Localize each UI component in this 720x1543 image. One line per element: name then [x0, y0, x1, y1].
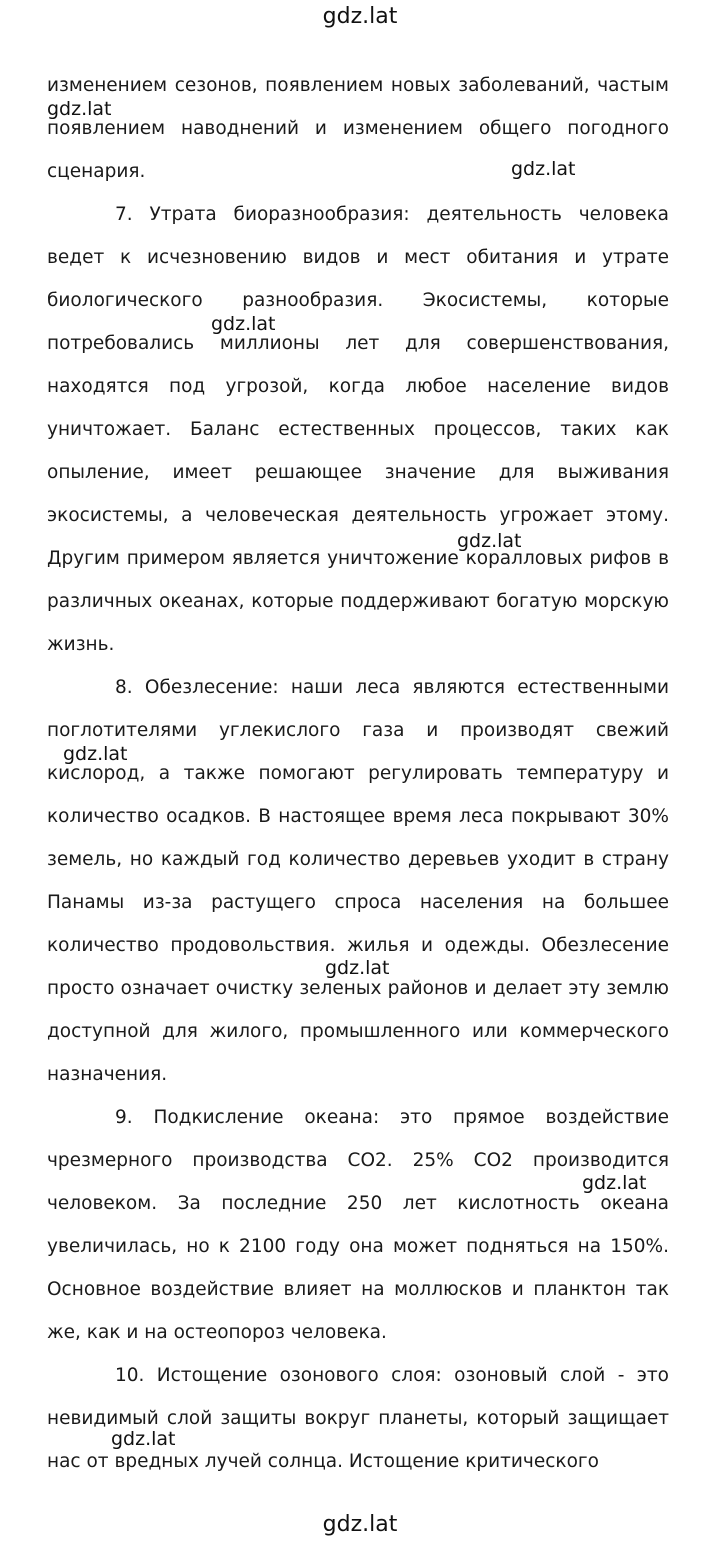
header-watermark: gdz.lat [322, 4, 398, 29]
watermark: gdz.lat [511, 158, 576, 180]
watermark: gdz.lat [63, 743, 128, 765]
watermark: gdz.lat [457, 530, 522, 552]
watermark: gdz.lat [325, 957, 390, 979]
paragraph-deforestation: 8. Обезлесение: наши леса являются естественными поглотителями углекислого газа и производят свежий кислород, а также помогают регулировать температуру и количество осадков. В настоящее время леса покрывают 30% земель, но каждый год количество деревьев уходит в страну Панамы из-за растущего спроса населения на большее количество продовольствия. жилья и одежды. Обезлесение просто означает очистку зеленых районов и делает эту землю доступной для жилого, промышленного или коммерческого назначения. [47, 677, 669, 1085]
watermark: gdz.lat [211, 313, 276, 335]
footer-watermark: gdz.lat [322, 1512, 398, 1537]
document-body [47, 64, 669, 1483]
paragraph-ocean-acidification: 9. Подкисление океана: это прямое воздействие чрезмерного производства CO2. 25% CO2 производится человеком. За последние 250 лет кислотность океана увеличилась, но к 2100 году она может подняться на 150%. Основное воздействие влияет на моллюсков и планктон так же, как и на остеопороз человека. [47, 1107, 669, 1343]
paragraph-biodiversity-loss: 7. Утрата биоразнообразия: деятельность человека ведет к исчезновению видов и мест обитания и утрате биологического разнообразия. Экосистемы, которые потребовались миллионы лет для совершенствования, находятся под угрозой, когда любое население видов уничтожает. Баланс естественных процессов, таких как опыление, имеет решающее значение для выживания экосистемы, а человеческая деятельность угрожает этому. Другим примером является уничтожение коралловых рифов в различных океанах, которые поддерживают богатую морскую жизнь. [47, 204, 669, 655]
paragraph-continuation: изменением сезонов, появлением новых заболеваний, частым появлением наводнений и изменением общего погодного сценария. [47, 75, 669, 182]
watermark: gdz.lat [582, 1172, 647, 1194]
watermark: gdz.lat [111, 1428, 176, 1450]
paragraph-ozone-depletion: 10. Истощение озонового слоя: озоновый слой - это невидимый слой защиты вокруг планеты, который защищает нас от вредных лучей солнца. Истощение критического [47, 1365, 669, 1472]
watermark: gdz.lat [47, 98, 112, 120]
